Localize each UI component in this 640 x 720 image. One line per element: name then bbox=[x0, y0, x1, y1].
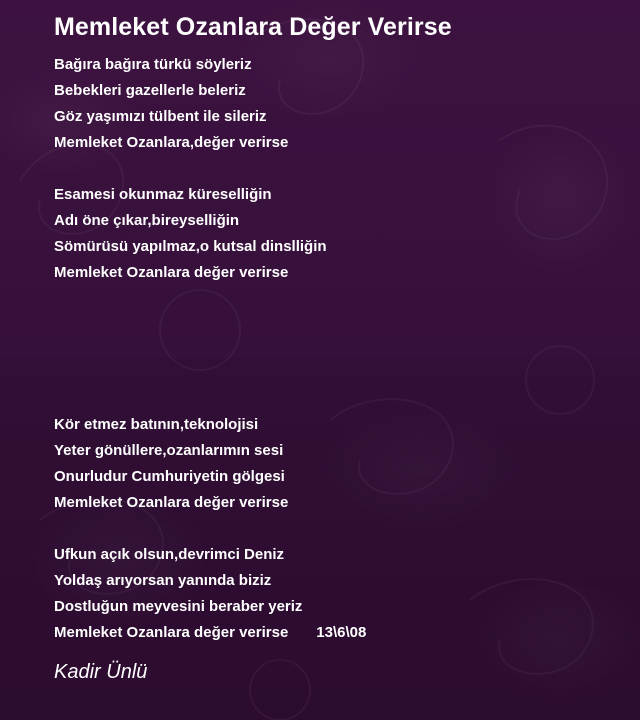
poem-line: Onurludur Cumhuriyetin gölgesi bbox=[54, 468, 285, 485]
author-name: Kadir Ünlü bbox=[54, 661, 148, 683]
poem-date: 13\6\08 bbox=[316, 624, 367, 641]
poem-line: Bağıra bağıra türkü söyleriz bbox=[54, 56, 252, 73]
stanza-4 bbox=[54, 542, 366, 646]
poem-line: Bebekleri gazellerle beleriz bbox=[54, 82, 246, 99]
poem-line: Yoldaş arıyorsan yanında biziz bbox=[54, 572, 272, 589]
poem-line: Memleket Ozanlara,değer verirse bbox=[54, 134, 289, 151]
poem-line: Esamesi okunmaz küreselliğin bbox=[54, 186, 272, 203]
poem-line: Sömürüsü yapılmaz,o kutsal dinslliğin bbox=[54, 238, 327, 255]
poem-line: Ufkun açık olsun,devrimci Deniz bbox=[54, 546, 285, 563]
poem-line: Memleket Ozanlara değer verirse bbox=[54, 494, 289, 511]
poem-line: Yeter gönüllere,ozanlarımın sesi bbox=[54, 442, 284, 459]
poem-line: Adı öne çıkar,bireyselliğin bbox=[54, 212, 240, 229]
stanza-1 bbox=[54, 52, 288, 156]
stanza-2 bbox=[54, 182, 327, 286]
stanza-3 bbox=[54, 412, 288, 516]
poem-line: Dostluğun meyvesini beraber yeriz bbox=[54, 598, 303, 615]
poem-last-line bbox=[54, 620, 366, 646]
poem-title: Memleket Ozanlara Değer Verirse bbox=[54, 13, 452, 41]
poem-line: Memleket Ozanlara değer verirse bbox=[54, 264, 289, 281]
poem-line: Göz yaşımızı tülbent ile sileriz bbox=[54, 108, 267, 125]
poem-line: Kör etmez batının,teknolojisi bbox=[54, 416, 259, 433]
poem-line-text: Memleket Ozanlara değer verirse bbox=[54, 624, 289, 641]
